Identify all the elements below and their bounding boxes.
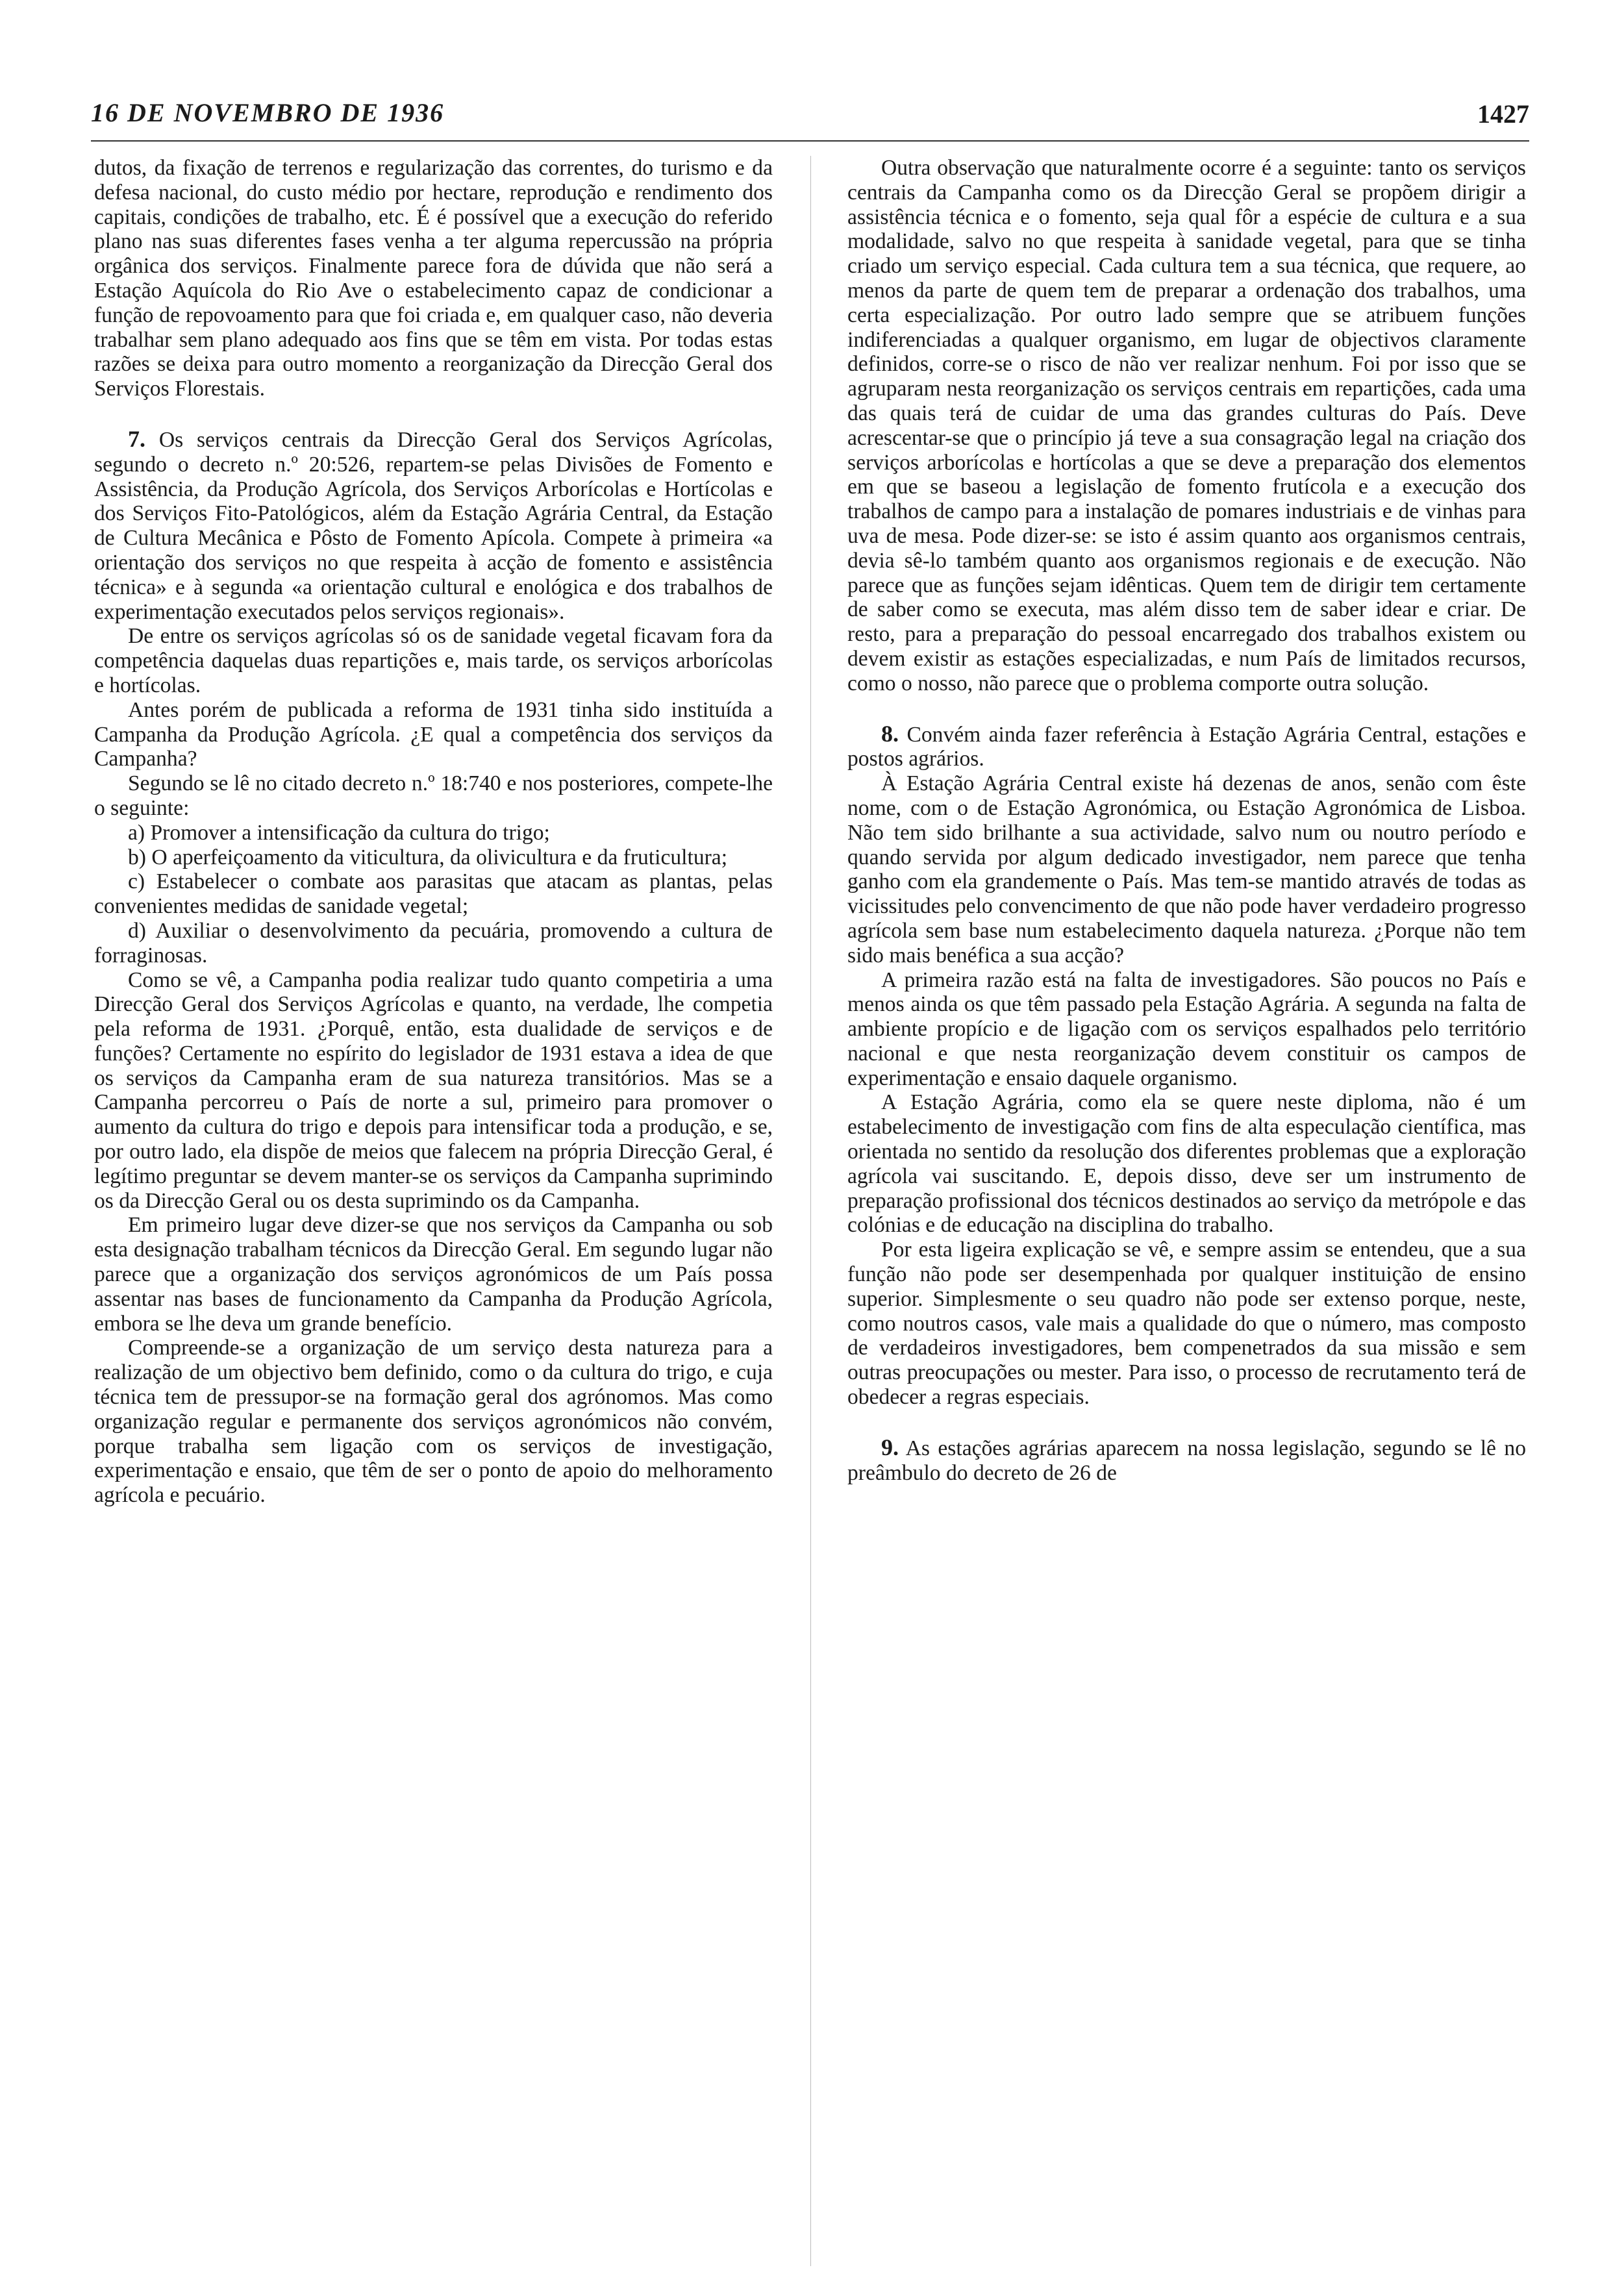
paragraph-text: À Estação Agrária Central existe há dezenas de anos, senão com êste nome, com o de Estação Agronómica, ou Estação Agronómica de Lisboa. Não tem sido brilhante a sua actividade, salvo num ou noutro período e quando servida por algum dedicado investigador, nem parece que tenha ganho com ela grandemente o País. Mas tem-se mantido através de todas as vicissitudes pelo convencimento de que não pode haver verdadeiro progresso agrícola sem base num estabelecimento daquela natureza. ¿Porque não tem sido mais benéfica a sua acção? [847,771,1526,967]
paragraph [94,698,773,771]
paragraph-text: De entre os serviços agrícolas só os de sanidade vegetal ficavam fora da competência daquelas duas repartições e, mais tarde, os serviços arborícolas e hortícolas. [94,624,773,697]
section-number: 9. [881,1434,899,1460]
paragraph [94,821,773,845]
paragraph-text: Convém ainda fazer referência à Estação Agrária Central, estações e postos agrários. [847,722,1526,771]
paragraph [94,968,773,1214]
header-date: 16 DE NOVEMBRO DE 1936 [91,98,445,127]
paragraph-text: Por esta ligeira explicação se vê, e sempre assim se entendeu, que a sua função não pode ser desempenhada por qualquer instituição de ensino superior. Simplesmente o seu quadro não pode ser extenso porque, neste, como noutros casos, vale mais a qualidade do que o número, mas composto de verdadeiros investigadores, bem compenetrados da sua missão e sem outras preocupações ou mester. Para isso, o processo de recrutamento terá de obedecer a regras especiais. [847,1238,1526,1410]
paragraph-text: a) Promover a intensificação da cultura do trigo; [128,820,550,845]
paragraph [94,624,773,697]
paragraph-text: Compreende-se a organização de um serviço desta natureza para a realização de um objectivo bem definido, como o da cultura do trigo, e cuja técnica tem de pressupor-se na formação geral dos agrónomos. Mas como organização regular e permanente dos serviços agronómicos não convém, porque trabalha sem ligação com os serviços de investigação, experimentação e ensaio, que têm de ser o ponto de apoio do melhoramento agrícola e pecuário. [94,1336,773,1508]
paragraph [847,1238,1526,1410]
column-divider [810,156,811,2266]
paragraph [847,156,1526,696]
paragraph [847,968,1526,1091]
page-header [91,97,1529,144]
paragraph [94,771,773,821]
paragraph-text: d) Auxiliar o desenvolvimento da pecuária, promovendo a cultura de forraginosas. [94,918,773,967]
header-rule [91,140,1529,142]
section-number: 8. [881,720,899,747]
paragraph-text: Antes porém de publicada a reforma de 1931 tinha sido instituída a Campanha da Produção Agrícola. ¿E qual a competência dos serviços da Campanha? [94,697,773,771]
paragraph-text: A Estação Agrária, como ela se quere neste diploma, não é um estabelecimento de investigação com fins de alta especulação científica, mas orientada no sentido da resolução dos diferentes problemas que a exploração agrícola vai suscitando. E, depois disso, deve ser um instrumento de preparação profissional dos técnicos destinados ao serviço da metrópole e das colónias e de educação na disciplina do trabalho. [847,1090,1526,1238]
paragraph [847,1436,1526,1486]
paragraph-text: A primeira razão está na falta de investigadores. São poucos no País e menos ainda os que têm passado pela Estação Agrária. A segunda na falta de ambiente propício e de ligação com os serviços espalhados pelo território nacional e que nesta reorganização devem constituir os campos de experimentação e ensaio daquele organismo. [847,967,1526,1090]
paragraph-text: Outra observação que naturalmente ocorre é a seguinte: tanto os serviços centrais da Campanha como os da Direcção Geral se propõem dirigir a assistência técnica e o fomento, seja qual fôr a espécie de cultura e a sua modalidade, salvo no que respeita à sanidade vegetal, para que se tinha criado um serviço especial. Cada cultura tem a sua técnica, que requere, ao menos da parte de quem tem de preparar a ordenação dos trabalhos, uma certa especialização. Por outro lado sempre que se atribuem funções indiferenciadas a qualquer organismo, em lugar de objectivos claramente definidos, corre-se o risco de não ver realizar nenhum. Foi por isso que se agruparam nesta reorganização os serviços centrais em repartições, cada uma das quais terá de cuidar de uma das grandes culturas do País. Deve acrescentar-se que o princípio já teve a sua consagração legal na criação dos serviços arborícolas e hortícolas a que se deve a preparação dos elementos em que se baseou a legislação de fomento frutícola e a execução dos trabalhos de campo para a instalação de pomares industriais e de vinhas para uva de mesa. Pode dizer-se: se isto é assim quanto aos organismos centrais, devia sê-lo também quanto aos organismos regionais e de execução. Não parece que as funções sejam idênticas. Quem tem de dirigir tem certamente de saber como se executa, mas além disso tem de saber idear e criar. De resto, para a preparação do pessoal encarregado dos trabalhos existem ou devem existir as estações especializadas, e num País de limitados recursos, como o nosso, não parece que o problema comporte outra solução. [847,156,1526,695]
paragraph [94,845,773,870]
paragraph [847,722,1526,772]
paragraph [94,869,773,919]
paragraph [847,1090,1526,1238]
paragraph-text: c) Estabelecer o combate aos parasitas que atacam as plantas, pelas convenientes medidas de sanidade vegetal; [94,869,773,919]
paragraph [94,1213,773,1336]
paragraph-text: Como se vê, a Campanha podia realizar tudo quanto competiria a uma Direcção Geral dos Serviços Agrícolas e quanto, na verdade, lhe competia pela reforma de 1931. ¿Porquê, então, esta dualidade de serviços e de funções? Certamente no espírito do legislador de 1931 estava a idea de que os serviços da Campanha eram de sua natureza transitórios. Mas se a Campanha percorreu o País de norte a sul, primeiro para promover o aumento da cultura do trigo e depois para intensificar toda a produção, e se, por outro lado, ela dispõe de meios que falecem na própria Direcção Geral, é legítimo preguntar se devem manter-se os serviços da Campanha suprimindo os da Direcção Geral ou os desta suprimindo os da Campanha. [94,967,773,1213]
paragraph-text: Os serviços centrais da Direcção Geral dos Serviços Agrícolas, segundo o decreto n.º 20:526, repartem-se pelas Divisões de Fomento e Assistência, da Produção Agrícola, dos Serviços Arborícolas e Hortícolas e dos Serviços Fito-Patológicos, além da Estação Agrária Central, da Estação de Cultura Mecânica e Pôsto de Fomento Apícola. Compete à primeira «a orientação dos serviços no que respeita à acção de fomento e assistência técnica» e à segunda «a orientação cultural e enológica e dos trabalhos de experimentação executados pelos serviços regionais». [94,427,773,624]
paragraph-text: Em primeiro lugar deve dizer-se que nos serviços da Campanha ou sob esta designação trabalham técnicos da Direcção Geral. Em segundo lugar não parece que a organização dos serviços agronómicos de um País possa assentar nas bases de funcionamento da Campanha da Produção Agrícola, embora se lhe deva um grande benefício. [94,1213,773,1336]
paragraph [94,1336,773,1508]
page-number: 1427 [1477,99,1529,129]
paragraph-text: As estações agrárias aparecem na nossa legislação, segundo se lê no preâmbulo do decreto de 26 de [847,1436,1526,1485]
paragraph [94,919,773,968]
paragraph-text: Segundo se lê no citado decreto n.º 18:740 e nos posteriores, compete-lhe o seguinte: [94,771,773,820]
paragraph-text: b) O aperfeiçoamento da viticultura, da olivicultura e da fruticultura; [128,845,728,869]
paragraph [94,156,773,401]
section-number: 7. [128,425,145,452]
right-column [847,156,1526,2279]
left-column [94,156,773,2279]
paragraph [94,427,773,624]
paragraph [847,771,1526,967]
paragraph-text: dutos, da fixação de terrenos e regularização das correntes, do turismo e da defesa nacional, do custo médio por hectare, reprodução e rendimento dos capitais, condições de trabalho, etc. É é possível que a execução do referido plano nas suas diferentes fases venha a ter alguma repercussão na própria orgânica dos serviços. Finalmente parece fora de dúvida que não será a Estação Aquícola do Rio Ave o estabelecimento capaz de condicionar a função de repovoamento para que foi criada e, em qualquer caso, não deveria trabalhar sem plano adequado aos fins que se têm em vista. Por todas estas razões se deixa para outro momento a reorganização da Direcção Geral dos Serviços Florestais. [94,156,773,401]
